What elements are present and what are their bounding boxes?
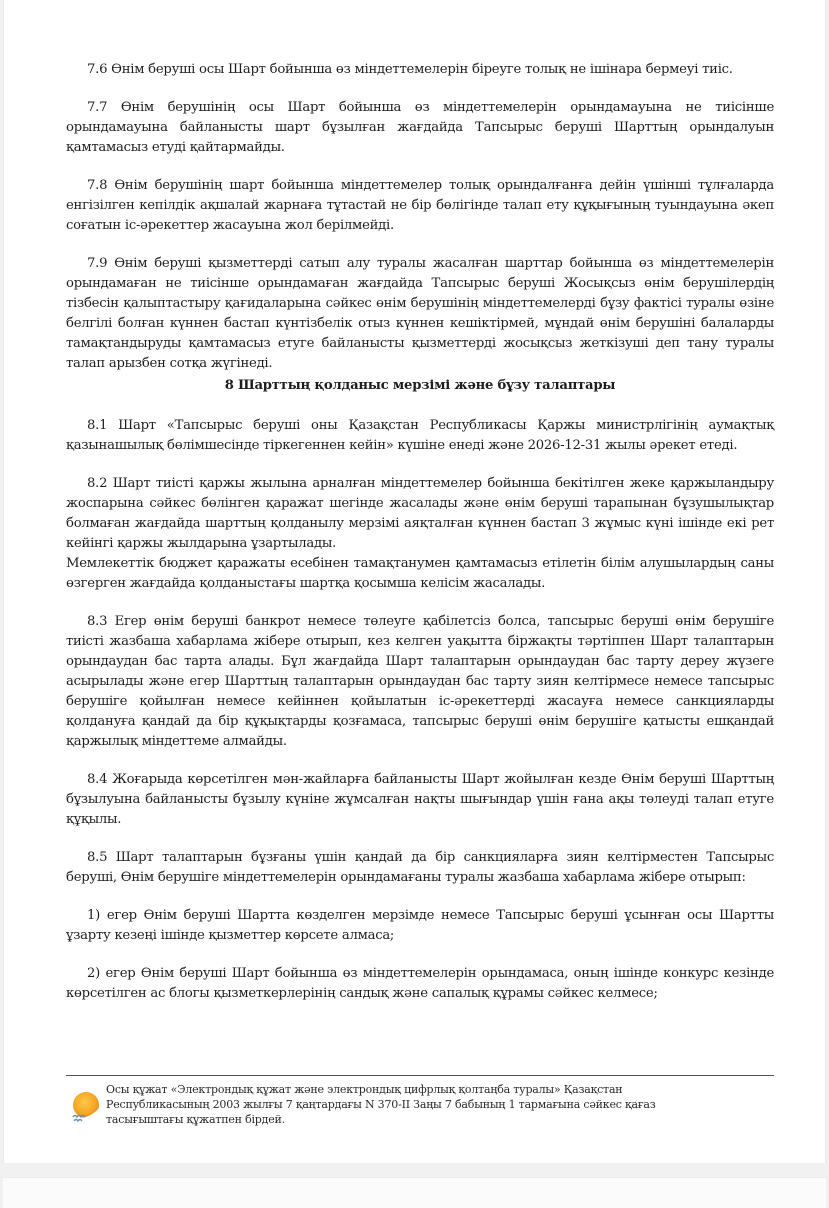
clause-8-2: 8.2 Шарт тиісті қаржы жылына арналған міндеттемелер бойынша бекітілген жеке қаржыландыру жоспарына сәйкес бөлінген қаражат шегінде жасалады және өнім беруші тарапынан бұзушылықтар болмаған жағдайда шарттың қолданылу мерзімі аяқталған күннен бастап 3 жұмыс күні ішінде екі рет кейінгі қаржы жылдарына ұзартылады. — [66, 476, 774, 551]
clause-7-8: 7.8 Өнім берушінің шарт бойынша міндеттемелер толық орындалғанға дейін үшінші тұлғаларда енгізілген кепілдік ақшалай жарнаға тұтастай не бір бөлігінде талап ету құқығының туындауына әкеп соғатын іс-әрекеттер жасауына жол берілмейді. — [66, 178, 774, 233]
e-signature-notice: Осы құжат «Электрондық құжат және электрондық цифрлық қолтаңба туралы» Қазақстан Республикасының 2003 жылғы 7 қаңтардағы N 370-II Заңы 7 бабының 1 тармағына сәйкес қағаз тасығыштағы құжатпен бірдей. — [106, 1083, 656, 1126]
e-signature-seal-icon — [68, 1090, 102, 1124]
clause-8-5-item-1: 1) егер Өнім беруші Шартта көзделген мерзімде немесе Тапсырыс беруші ұсынған осы Шартты ұзарту кезеңі ішінде қызметтер көрсете алмаса; — [66, 908, 774, 943]
clause-7-9: 7.9 Өнім беруші қызметтерді сатып алу туралы жасалған шарттар бойынша өз міндеттемелерін орындамаған не тиісінше орындамаған жағдайда Тапсырыс беруші Жосықсыз өнім берушілердің тізбесін қалыптастыру қағидаларына сәйкес өнім берушінің міндеттемелерді бұзу фактісі туралы өзіне белгілі болған күннен бастап күнтізбелік отыз күннен кешіктірмей, мұндай өнім берушіні балаларды тамақтандыруды қамтамасыз етуге байланысты қызметтерді жосықсыз жеткізуші деп тану туралы талап арызбен сотқа жүгінеді. — [66, 256, 774, 371]
clause-8-2-continuation: Мемлекеттік бюджет қаражаты есебінен тамақтанумен қамтамасыз етілетін білім алушылардың саны өзгерген жағдайда қолданыстағы шартқа қосымша келісім жасалады. — [66, 556, 774, 591]
clause-8-5: 8.5 Шарт талаптарын бұзғаны үшін қандай да бір санкцияларға зиян келтірместен Тапсырыс беруші, Өнім берушіге міндеттемелерін орындамағаны туралы жазбаша хабарлама жібере отырып: — [66, 850, 774, 885]
e-signature-footer — [66, 1075, 774, 1127]
clause-8-3: 8.3 Егер өнім беруші банкрот немесе төлеуге қабілетсіз болса, тапсырыс беруші өнім берушіге тиісті жазбаша хабарлама жібере отырып, кез келген уақытта біржақты тәртіппен Шарт талаптарын орындаудан бас тарта алады. Бұл жағдайда Шарт талаптарын орындаудан бас тарту дереу жүзеге асырылады және егер Шарттың талаптарын орындаудан бас тарту зиян келтірмесе немесе тапсырыс берушіге қойылған немесе кейіннен қойылатын іс-әрекеттерді жасауға немесе санкцияларды қолдануға қандай да бір құқықтарды қозғамаса, тапсырыс беруші өнім берушіге қатысты ешқандай қаржылық міндеттеме алмайды. — [66, 614, 774, 749]
document-page — [3, 0, 826, 1163]
next-page-edge — [3, 1177, 826, 1208]
clause-8-5-item-2: 2) егер Өнім беруші Шарт бойынша өз міндеттемелерін орындамаса, оның ішінде конкурс кезінде көрсетілген ас блогы қызметкерлерінің сандық және сапалық құрамы сәйкес келмесе; — [66, 966, 774, 1001]
clause-7-6: 7.6 Өнім беруші осы Шарт бойынша өз міндеттемелерін біреуге толық не ішінара бермеуі тиіс. — [87, 62, 733, 77]
clause-7-7: 7.7 Өнім берушінің осы Шарт бойынша өз міндеттемелерін орындамауына не тиісінше орындамауына байланысты шарт бұзылған жағдайда Тапсырыс беруші Шарттың орындалуын қамтамасыз етуді қайтармайды. — [66, 100, 774, 155]
section-heading: 8 Шарттың қолданыс мерзімі және бұзу талаптары — [224, 378, 616, 393]
clause-8-4: 8.4 Жоғарыда көрсетілген мән-жайларға байланысты Шарт жойылған кезде Өнім беруші Шарттың бұзылуына байланысты бұзылу күніне жұмсалған нақты шығындар үшін ғана ақы төлеуді талап етуге құқылы. — [66, 772, 774, 827]
clause-8-1: 8.1 Шарт «Тапсырыс беруші оны Қазақстан Республикасы Қаржы министрлігінің аумақтық қазынашылық бөлімшесінде тіркегеннен кейін» күшіне енеді және 2026-12-31 жылы әрекет етеді. — [66, 418, 774, 453]
page-content — [66, 60, 774, 1004]
